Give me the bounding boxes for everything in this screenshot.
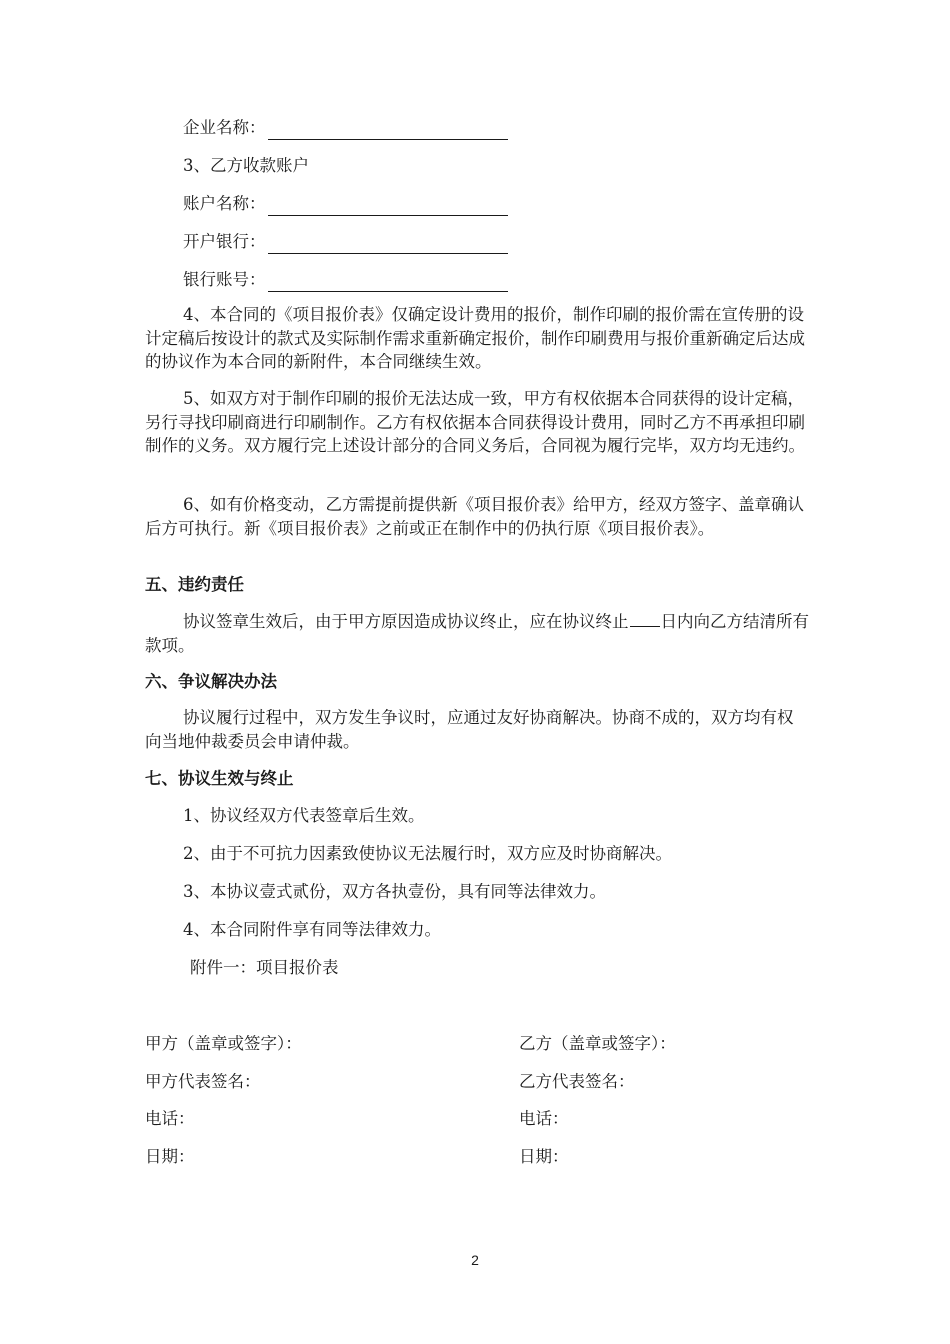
section-7-item: 2、由于不可抗力因素致使协议无法履行时，双方应及时协商解决。 <box>183 844 672 863</box>
account-number-blank <box>268 271 508 292</box>
clause-5 <box>145 387 809 458</box>
account-name-field <box>183 192 508 216</box>
section-5-text-before: 协议签章生效后，由于甲方原因造成协议终止，应在协议终止 <box>183 612 629 631</box>
section-6-text: 协议履行过程中，双方发生争议时，应通过友好协商解决。协商不成的，双方均有权向当地仲裁委员会申请仲裁。 <box>145 708 794 751</box>
party-b-seal: 乙方（盖章或签字）： <box>519 1034 676 1053</box>
page-number: 2 <box>471 1252 479 1268</box>
section-7-item: 4、本合同附件享有同等法律效力。 <box>183 920 441 939</box>
account-heading: 3、乙方收款账户 <box>183 156 309 175</box>
party-a-rep: 甲方代表签名： <box>145 1072 261 1091</box>
days-blank <box>630 609 660 627</box>
section-7-item: 3、本协议壹式贰份，双方各执壹份，具有同等法律效力。 <box>183 882 606 901</box>
attachment-note: 附件一：项目报价表 <box>190 958 339 977</box>
company-name-label: 企业名称： <box>183 118 266 137</box>
section-6-paragraph <box>145 706 809 753</box>
clause-4-text: 4、本合同的《项目报价表》仅确定设计费用的报价，制作印刷的报价需在宣传册的设计定稿后按设计的款式及实际制作需求重新确定报价，制作印刷费用与报价重新确定后达成的协议作为本合同的新附件，本合同继续生效。 <box>145 305 805 371</box>
clause-6-text: 6、如有价格变动，乙方需提前提供新《项目报价表》给甲方，经双方签字、盖章确认后方可执行。新《项目报价表》之前或正在制作中的仍执行原《项目报价表》。 <box>145 495 804 538</box>
bank-label: 开户银行： <box>183 232 266 251</box>
account-number-field <box>183 268 508 292</box>
bank-field <box>183 230 508 254</box>
account-number-label: 银行账号： <box>183 270 266 289</box>
section-7-heading: 七、协议生效与终止 <box>145 769 294 788</box>
section-7-item: 1、协议经双方代表签章后生效。 <box>183 806 425 825</box>
company-name-field <box>183 116 508 140</box>
section-5-text-after: 日内向乙方结清所有款项。 <box>145 612 809 655</box>
account-name-blank <box>268 195 508 216</box>
section-5-paragraph <box>145 609 809 657</box>
section-5-heading: 五、违约责任 <box>145 575 244 594</box>
party-a-phone: 电话： <box>145 1109 195 1128</box>
clause-5-text: 5、如双方对于制作印刷的报价无法达成一致，甲方有权依据本合同获得的设计定稿，另行寻找印刷商进行印刷制作。乙方有权依据本合同获得设计费用，同时乙方不再承担印刷制作的义务。双方履行完上述设计部分的合同义务后，合同视为履行完毕，双方均无违约。 <box>145 389 805 455</box>
party-a-date: 日期： <box>145 1147 195 1166</box>
party-b-date: 日期： <box>519 1147 569 1166</box>
clause-4 <box>145 303 809 374</box>
account-name-label: 账户名称： <box>183 194 266 213</box>
bank-blank <box>268 233 508 254</box>
party-b-phone: 电话： <box>519 1109 569 1128</box>
company-name-blank <box>268 119 508 140</box>
party-a-seal: 甲方（盖章或签字）： <box>145 1034 302 1053</box>
section-6-heading: 六、争议解决办法 <box>145 672 277 691</box>
party-b-rep: 乙方代表签名： <box>519 1072 635 1091</box>
clause-6 <box>145 493 809 540</box>
